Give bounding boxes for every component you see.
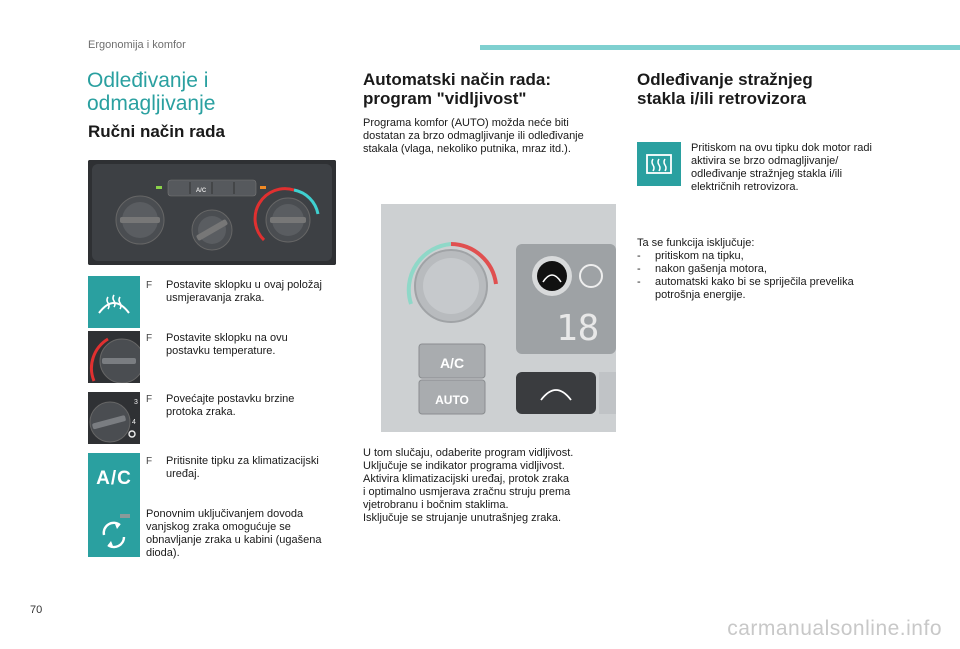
rear-heading [637, 70, 813, 108]
auto-description-line-4: i optimalno usmjerava zračnu struju prema [363, 486, 571, 498]
auto-heading [363, 70, 551, 108]
recirculation-text: Ponovnim uključivanjem dovoda vanjskog zraka omogućuje se obnavljanje zraka u kabini (ugašena dioda). [146, 508, 322, 559]
page-title-line-2: odmagljivanje [87, 92, 216, 115]
auto-panel-auto-label: AUTO [435, 393, 469, 407]
rear-defrost-text: Pritiskom na ovu tipku dok motor radi aktivira se brzo odmagljivanje/ odleđivanje stražnjeg stakla i/ili električnih retrovizora. [691, 142, 872, 193]
ac-button-icon [88, 453, 140, 505]
page-number: 70 [30, 604, 43, 616]
rear-off-intro: Ta se funkcija isključuje: [637, 237, 755, 249]
auto-panel-ac-label: A/C [439, 355, 465, 371]
auto-description-line-6: Isključuje se strujanje unutrašnjeg zraka. [363, 512, 562, 524]
air-recirculation-icon [88, 505, 140, 557]
auto-description-line-5: vjetrobranu i bočnim staklima. [363, 499, 509, 511]
ac-button-icon-label: A/C [96, 468, 132, 489]
auto-description [363, 447, 618, 525]
windscreen-demist-icon [88, 276, 140, 328]
watermark: carmanualsonline.info [727, 617, 942, 640]
auto-description-line-3: Aktivira klimatizacijski uređaj, protok zraka [363, 473, 570, 485]
rear-heading-line-2: stakla i/ili retrovizora [637, 89, 807, 108]
manual-item-4-bullet: F [146, 456, 153, 467]
manual-item-2-text: Postavite sklopku na ovu postavku temperature. [166, 332, 288, 357]
manual-item-2-bullet: F [146, 333, 153, 344]
manual-control-panel-photo [88, 160, 336, 265]
auto-description-line-2: Uključuje se indikator programa vidljivost. [363, 460, 565, 472]
list-item: - automatski kako bi se spriječila prevelika potrošnja energije. [637, 276, 887, 302]
section-label: Ergonomija i komfor [88, 39, 186, 51]
header-accent-bar [480, 45, 960, 50]
auto-intro-text: Programa komfor (AUTO) možda neće biti dostatan za brzo odmagljivanje ili odleđivanje stakala (vlaga, nekoliko putnika, mraz itd.). [363, 117, 584, 155]
rear-defrost-icon [637, 142, 681, 186]
fan-speed-knob-photo [88, 392, 140, 444]
manual-heading: Ručni način rada [88, 122, 225, 141]
manual-item-1-text: Postavite sklopku u ovaj položaj usmjeravanja zraka. [166, 279, 322, 304]
auto-heading-line-2: program "vidljivost" [363, 89, 527, 108]
temperature-knob-photo [88, 331, 140, 383]
manual-item-1-bullet: F [146, 280, 153, 291]
list-item: - nakon gašenja motora, [637, 263, 887, 276]
auto-control-panel-photo [381, 204, 616, 432]
page-title-line-1: Odleđivanje i [87, 69, 209, 92]
manual-item-4-text: Pritisnite tipku za klimatizacijski uređaj. [166, 455, 319, 480]
manual-item-3-bullet: F [146, 394, 153, 405]
manual-control-panel-drawing [88, 160, 336, 265]
page-title [87, 69, 215, 115]
svg-text:4: 4 [132, 419, 136, 426]
list-item: - pritiskom na tipku, [637, 250, 887, 263]
manual-panel-ac-label: A/C [195, 188, 207, 194]
rear-heading-line-1: Odleđivanje stražnjeg [637, 70, 813, 89]
svg-text:3: 3 [134, 399, 138, 406]
rear-off-section [637, 237, 887, 302]
manual-item-3-text: Povećajte postavku brzine protoka zraka. [166, 393, 295, 418]
auto-panel-display: 18 [556, 308, 600, 349]
rear-off-list [637, 250, 887, 302]
auto-heading-line-1: Automatski način rada: [363, 70, 551, 89]
auto-description-line-1: U tom slučaju, odaberite program vidljivost. [363, 447, 574, 459]
